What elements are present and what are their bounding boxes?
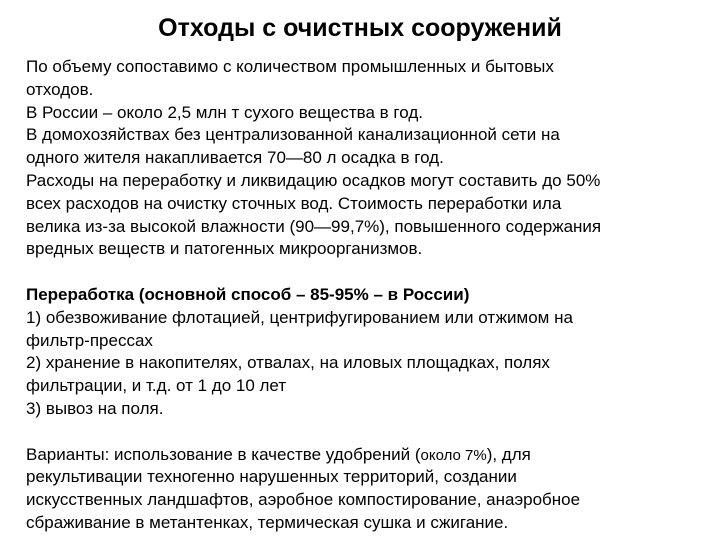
processing-item: 2) хранение в накопителях, отвалах, на иловых площадках, полях [26, 353, 550, 373]
intro-line: По объему сопоставимо с количеством промышленных и бытовых [26, 57, 554, 76]
variants-line [26, 444, 706, 467]
processing-item: 1) обезвоживание флотацией, центрифугированием или отжимом на [26, 307, 573, 327]
intro-line: В России – около 2,5 млн т сухого вещества в год. [26, 102, 423, 122]
intro-line: вредных веществ и патогенных микроорганизмов. [26, 239, 423, 259]
paragraph-spacer [26, 261, 706, 284]
intro-line: Расходы на переработку и ликвидацию осадков могут составить до 50% [26, 170, 601, 190]
slide-body [26, 56, 706, 535]
processing-item: 3) вывоз на поля. [26, 398, 164, 418]
processing-heading: Переработка (основной способ – 85-95% – в России) [26, 284, 470, 304]
variants-percentage: около 7% [420, 446, 487, 464]
intro-line: всех расходов на очистку сточных вод. Стоимость переработки ила [26, 193, 562, 213]
processing-item: фильтрации, и т.д. от 1 до 10 лет [26, 376, 287, 396]
variants-line: рекультивации техногенно нарушенных территорий, создании [26, 467, 517, 487]
intro-line: одного жителя накапливается 70—80 л осадка в год. [26, 148, 444, 168]
intro-line: велика из-за высокой влажности (90—99,7%), повышенного содержания [26, 216, 602, 236]
processing-item: фильтр-прессах [26, 330, 153, 350]
intro-line: В домохозяйствах без централизованной канализационной сети на [26, 125, 560, 145]
variants-text: ), для [486, 444, 531, 464]
intro-line: отходов. [26, 79, 94, 99]
variants-line: сбраживание в метантенках, термическая сушка и сжигание. [26, 512, 509, 532]
slide-title: Отходы с очистных сооружений [158, 14, 562, 42]
variants-text: Варианты: использование в качестве удобрений ( [26, 444, 421, 464]
paragraph-spacer [26, 421, 706, 444]
variants-line: искусственных ландшафтов, аэробное компостирование, анаэробное [26, 490, 581, 510]
